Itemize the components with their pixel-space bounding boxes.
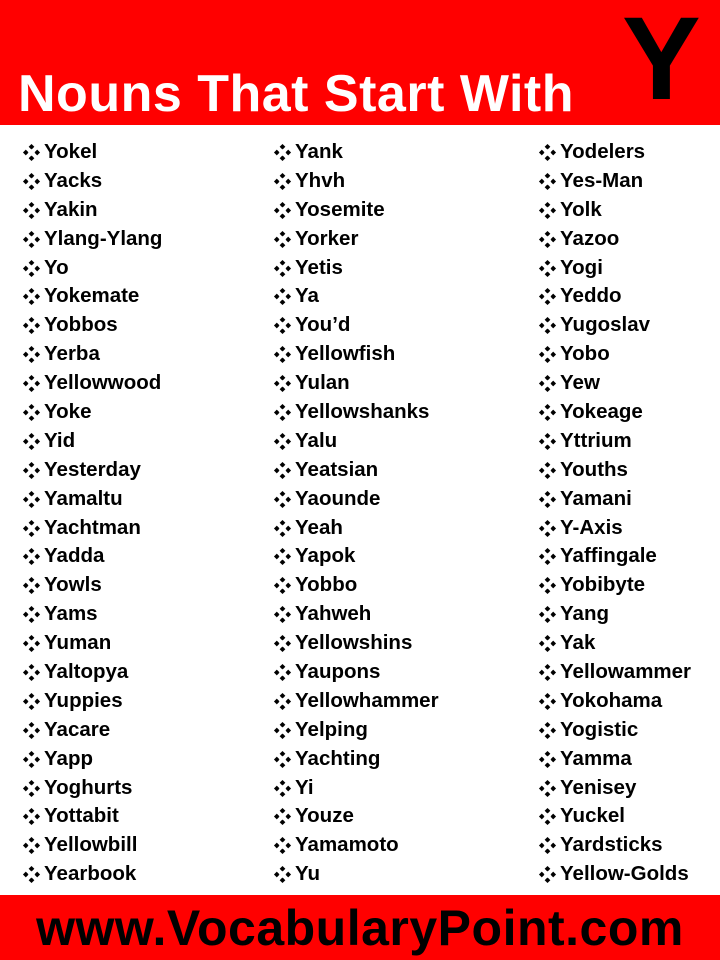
list-item xyxy=(538,571,691,600)
list-item xyxy=(538,485,691,514)
four-diamond-icon xyxy=(273,605,292,624)
four-diamond-icon xyxy=(273,316,292,335)
list-item xyxy=(273,687,439,716)
four-diamond-icon xyxy=(22,259,41,278)
list-item xyxy=(22,282,162,311)
list-item xyxy=(22,398,162,427)
four-diamond-icon xyxy=(273,519,292,538)
word-text: Yapp xyxy=(44,746,93,770)
word-text: Yolk xyxy=(560,197,602,221)
four-diamond-icon xyxy=(273,374,292,393)
four-diamond-icon xyxy=(273,692,292,711)
four-diamond-icon xyxy=(273,779,292,798)
list-item xyxy=(22,254,162,283)
word-text: Yaltopya xyxy=(44,660,129,684)
word-text: Yorker xyxy=(295,226,359,250)
word-text: Yosemite xyxy=(295,197,385,221)
list-item xyxy=(538,196,691,225)
list-item xyxy=(538,542,691,571)
four-diamond-icon xyxy=(538,576,557,595)
list-item xyxy=(22,514,162,543)
list-item xyxy=(538,514,691,543)
list-item xyxy=(22,225,162,254)
word-text: Ya xyxy=(295,284,319,308)
word-text: Yuman xyxy=(44,631,112,655)
word-text: Yokohama xyxy=(560,688,663,712)
list-item xyxy=(273,831,439,860)
word-text: Yacks xyxy=(44,168,103,192)
four-diamond-icon xyxy=(538,547,557,566)
four-diamond-icon xyxy=(538,345,557,364)
four-diamond-icon xyxy=(273,490,292,509)
list-item xyxy=(22,600,162,629)
list-item xyxy=(22,167,162,196)
list-item xyxy=(538,340,691,369)
word-text: Yazoo xyxy=(560,226,620,250)
footer-banner xyxy=(0,895,720,960)
four-diamond-icon xyxy=(538,432,557,451)
four-diamond-icon xyxy=(538,721,557,740)
list-item xyxy=(273,311,439,340)
word-text: Yak xyxy=(560,631,596,655)
four-diamond-icon xyxy=(22,143,41,162)
four-diamond-icon xyxy=(22,230,41,249)
word-text: Yachting xyxy=(295,746,381,770)
word-text: Yu xyxy=(295,862,321,886)
four-diamond-icon xyxy=(22,374,41,393)
list-item xyxy=(22,774,162,803)
word-text: Yalu xyxy=(295,428,338,452)
list-item xyxy=(273,167,439,196)
word-text: Yardsticks xyxy=(560,833,663,857)
list-item xyxy=(273,716,439,745)
word-text: Yesterday xyxy=(44,457,141,481)
word-text: Yuckel xyxy=(560,804,625,828)
list-item xyxy=(22,456,162,485)
website-url: www.VocabularyPoint.com xyxy=(36,899,684,956)
page-title: Nouns That Start With xyxy=(18,65,574,123)
word-text: Yes-Man xyxy=(560,168,644,192)
word-text: Yokel xyxy=(44,140,98,163)
word-text: Youths xyxy=(560,457,628,481)
list-item xyxy=(538,774,691,803)
four-diamond-icon xyxy=(22,779,41,798)
word-text: Yobibyte xyxy=(560,573,646,597)
list-item xyxy=(273,514,439,543)
word-text: Yi xyxy=(295,775,314,799)
four-diamond-icon xyxy=(22,750,41,769)
word-text: Yaffingale xyxy=(560,544,657,568)
word-text: Yelping xyxy=(295,717,368,741)
word-text: Yamani xyxy=(560,486,632,510)
word-text: Yerba xyxy=(44,342,100,366)
word-text: Yoke xyxy=(44,400,92,424)
four-diamond-icon xyxy=(22,576,41,595)
word-text: Yakin xyxy=(44,197,98,221)
word-text: Yogi xyxy=(560,255,603,279)
word-text: Yellowammer xyxy=(560,660,692,684)
list-item xyxy=(538,225,691,254)
word-text: Yellowshins xyxy=(295,631,413,655)
word-text: Yang xyxy=(560,602,609,626)
word-text: Yellowfish xyxy=(295,342,396,366)
four-diamond-icon xyxy=(538,836,557,855)
list-item xyxy=(273,774,439,803)
four-diamond-icon xyxy=(273,750,292,769)
four-diamond-icon xyxy=(273,634,292,653)
four-diamond-icon xyxy=(538,316,557,335)
four-diamond-icon xyxy=(538,172,557,191)
list-item xyxy=(538,716,691,745)
list-item xyxy=(538,456,691,485)
four-diamond-icon xyxy=(22,721,41,740)
word-text: Yottabit xyxy=(44,804,119,828)
list-item xyxy=(538,745,691,774)
word-text: Yachtman xyxy=(44,515,141,539)
list-item xyxy=(538,254,691,283)
four-diamond-icon xyxy=(273,432,292,451)
word-text: Yid xyxy=(44,428,76,452)
four-diamond-icon xyxy=(273,287,292,306)
word-text: Yaupons xyxy=(295,660,381,684)
four-diamond-icon xyxy=(22,807,41,826)
four-diamond-icon xyxy=(538,634,557,653)
word-text: Yodelers xyxy=(560,140,646,163)
list-item xyxy=(273,196,439,225)
list-item xyxy=(538,860,691,889)
word-text: Yokemate xyxy=(44,284,140,308)
list-item xyxy=(538,629,691,658)
word-text: Yacare xyxy=(44,717,111,741)
list-item xyxy=(273,600,439,629)
word-text: Youze xyxy=(295,804,354,828)
four-diamond-icon xyxy=(538,490,557,509)
word-text: Yapok xyxy=(295,544,356,568)
four-diamond-icon xyxy=(538,692,557,711)
list-item xyxy=(538,427,691,456)
four-diamond-icon xyxy=(273,836,292,855)
list-item xyxy=(273,369,439,398)
four-diamond-icon xyxy=(22,519,41,538)
list-item xyxy=(22,311,162,340)
four-diamond-icon xyxy=(22,461,41,480)
list-item xyxy=(22,340,162,369)
four-diamond-icon xyxy=(538,143,557,162)
word-text: Yellowhammer xyxy=(295,688,439,712)
word-text: Yttrium xyxy=(560,428,632,452)
four-diamond-icon xyxy=(538,605,557,624)
word-text: Yhvh xyxy=(295,168,346,192)
four-diamond-icon xyxy=(273,345,292,364)
list-item xyxy=(538,167,691,196)
word-text: Yo xyxy=(44,255,69,279)
four-diamond-icon xyxy=(538,403,557,422)
word-text: Yogistic xyxy=(560,717,639,741)
list-item xyxy=(273,485,439,514)
list-item xyxy=(22,831,162,860)
four-diamond-icon xyxy=(273,143,292,162)
word-column-3 xyxy=(538,138,691,889)
list-item xyxy=(273,860,439,889)
four-diamond-icon xyxy=(22,547,41,566)
list-item xyxy=(22,196,162,225)
list-item xyxy=(273,456,439,485)
list-item xyxy=(273,282,439,311)
four-diamond-icon xyxy=(273,547,292,566)
list-item xyxy=(273,398,439,427)
word-text: Yeah xyxy=(295,515,343,539)
word-text: Yobbos xyxy=(44,313,118,337)
four-diamond-icon xyxy=(22,172,41,191)
four-diamond-icon xyxy=(22,605,41,624)
word-text: Yamma xyxy=(560,746,632,770)
four-diamond-icon xyxy=(273,461,292,480)
four-diamond-icon xyxy=(273,403,292,422)
list-item xyxy=(22,745,162,774)
word-text: Yugoslav xyxy=(560,313,651,337)
four-diamond-icon xyxy=(22,836,41,855)
four-diamond-icon xyxy=(22,634,41,653)
four-diamond-icon xyxy=(538,374,557,393)
list-item xyxy=(538,282,691,311)
four-diamond-icon xyxy=(273,663,292,682)
list-item xyxy=(538,311,691,340)
word-text: Yams xyxy=(44,602,98,626)
four-diamond-icon xyxy=(273,259,292,278)
word-text: Yowls xyxy=(44,573,102,597)
list-item xyxy=(22,427,162,456)
list-item xyxy=(22,542,162,571)
list-item xyxy=(273,427,439,456)
list-item xyxy=(22,571,162,600)
list-item xyxy=(22,860,162,889)
list-item xyxy=(273,629,439,658)
word-text: Yobbo xyxy=(295,573,358,597)
four-diamond-icon xyxy=(22,865,41,884)
word-text: Yamaltu xyxy=(44,486,123,510)
list-item xyxy=(273,138,439,167)
list-item xyxy=(22,369,162,398)
word-text: Yellow-Golds xyxy=(560,862,689,886)
list-item xyxy=(273,254,439,283)
four-diamond-icon xyxy=(538,259,557,278)
list-item xyxy=(22,138,162,167)
four-diamond-icon xyxy=(538,287,557,306)
four-diamond-icon xyxy=(22,432,41,451)
four-diamond-icon xyxy=(538,461,557,480)
word-column-2 xyxy=(273,138,439,889)
list-item xyxy=(273,340,439,369)
four-diamond-icon xyxy=(273,865,292,884)
word-text: Yaounde xyxy=(295,486,381,510)
list-item xyxy=(538,802,691,831)
list-item xyxy=(273,542,439,571)
four-diamond-icon xyxy=(538,750,557,769)
four-diamond-icon xyxy=(22,403,41,422)
four-diamond-icon xyxy=(22,490,41,509)
word-columns xyxy=(0,138,720,888)
list-item xyxy=(538,687,691,716)
four-diamond-icon xyxy=(273,576,292,595)
four-diamond-icon xyxy=(22,316,41,335)
word-text: Yank xyxy=(295,140,343,163)
word-text: Yellowwood xyxy=(44,371,162,395)
list-item xyxy=(538,398,691,427)
list-item xyxy=(22,658,162,687)
word-text: Yulan xyxy=(295,371,350,395)
word-text: Yadda xyxy=(44,544,105,568)
four-diamond-icon xyxy=(538,519,557,538)
word-text: Yeddo xyxy=(560,284,622,308)
word-text: Y-Axis xyxy=(560,515,623,539)
list-item xyxy=(538,831,691,860)
four-diamond-icon xyxy=(22,345,41,364)
word-text: Yearbook xyxy=(44,862,137,886)
four-diamond-icon xyxy=(538,230,557,249)
word-text: Yokeage xyxy=(560,400,643,424)
list-item xyxy=(273,802,439,831)
four-diamond-icon xyxy=(22,287,41,306)
four-diamond-icon xyxy=(538,663,557,682)
word-text: Ylang-Ylang xyxy=(44,226,163,250)
word-text: Yetis xyxy=(295,255,343,279)
word-text: Yellowshanks xyxy=(295,400,430,424)
word-text: Yellowbill xyxy=(44,833,138,857)
list-item xyxy=(538,658,691,687)
title-letter: Y xyxy=(622,0,701,125)
word-text: Yuppies xyxy=(44,688,123,712)
four-diamond-icon xyxy=(273,807,292,826)
word-text: You’d xyxy=(295,313,351,337)
word-column-1 xyxy=(22,138,162,889)
list-item xyxy=(22,485,162,514)
list-item xyxy=(22,629,162,658)
word-text: Yew xyxy=(560,371,600,395)
four-diamond-icon xyxy=(22,201,41,220)
four-diamond-icon xyxy=(538,807,557,826)
list-item xyxy=(273,745,439,774)
word-text: Yoghurts xyxy=(44,775,133,799)
list-item xyxy=(273,225,439,254)
list-item xyxy=(273,571,439,600)
four-diamond-icon xyxy=(273,721,292,740)
four-diamond-icon xyxy=(538,779,557,798)
list-item xyxy=(273,658,439,687)
four-diamond-icon xyxy=(273,201,292,220)
list-item xyxy=(538,600,691,629)
word-text: Yahweh xyxy=(295,602,372,626)
four-diamond-icon xyxy=(538,201,557,220)
list-item xyxy=(538,369,691,398)
four-diamond-icon xyxy=(273,230,292,249)
list-item xyxy=(22,802,162,831)
word-text: Yenisey xyxy=(560,775,637,799)
list-item xyxy=(22,716,162,745)
header-banner xyxy=(0,0,720,125)
four-diamond-icon xyxy=(273,172,292,191)
four-diamond-icon xyxy=(538,865,557,884)
word-text: Yobo xyxy=(560,342,610,366)
word-text: Yeatsian xyxy=(295,457,379,481)
list-item xyxy=(22,687,162,716)
four-diamond-icon xyxy=(22,692,41,711)
list-item xyxy=(538,138,691,167)
four-diamond-icon xyxy=(22,663,41,682)
word-text: Yamamoto xyxy=(295,833,399,857)
